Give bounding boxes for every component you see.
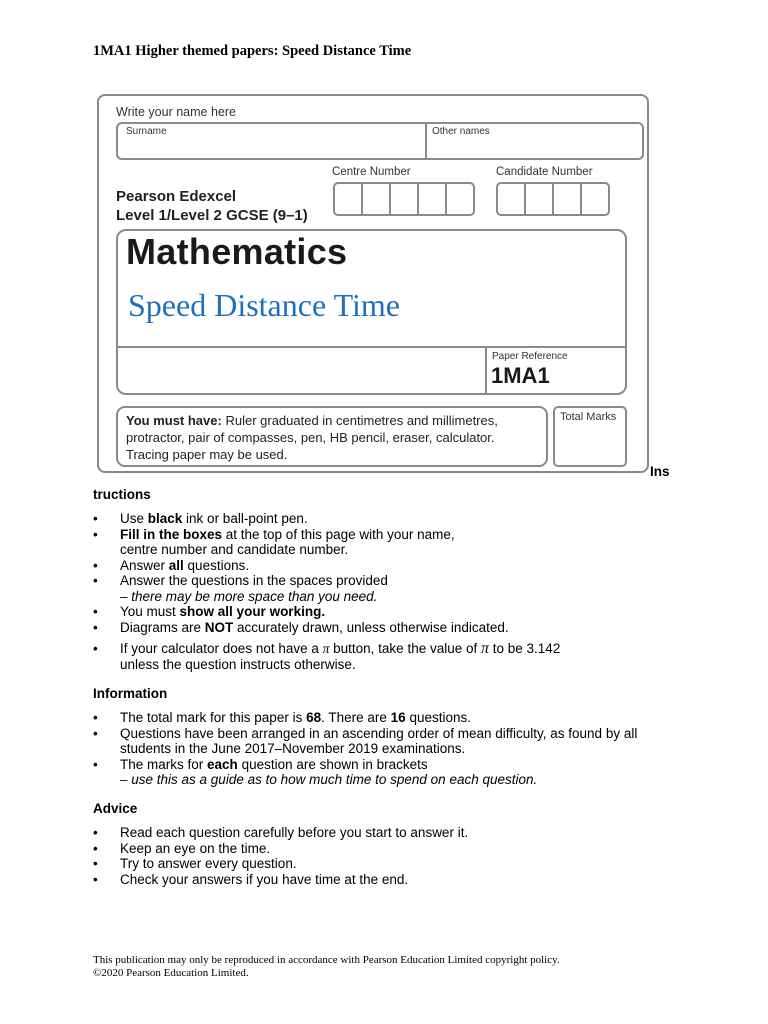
- paper-reference-label: Paper Reference: [492, 351, 568, 362]
- paperref-divider: [485, 346, 487, 393]
- write-name-label: Write your name here: [116, 105, 236, 119]
- list-item: • Use black ink or ball-point pen.: [93, 511, 308, 526]
- list-item: • Answer the questions in the spaces provided – there may be more space than you need.: [93, 573, 388, 604]
- footer-line1: This publication may only be reproduced in accordance with Pearson Education Limited copyright policy.: [93, 954, 560, 966]
- paper-title: Speed Distance Time: [128, 287, 400, 323]
- information-list: [93, 710, 713, 788]
- list-item: • Keep an eye on the time.: [93, 840, 271, 856]
- document-title: 1MA1 Higher themed papers: Speed Distance Time: [93, 43, 412, 59]
- other-names-label: Other names: [432, 126, 490, 137]
- must-have-line3: Tracing paper may be used.: [126, 447, 288, 462]
- subject-title: Mathematics: [126, 231, 348, 272]
- name-divider: [425, 124, 427, 158]
- paper-reference: 1MA1: [491, 363, 550, 388]
- list-item: • Try to answer every question.: [93, 856, 297, 871]
- footer-line2: ©2020 Pearson Education Limited.: [93, 967, 249, 979]
- must-have-line1: Ruler graduated in centimetres and millimetres,: [221, 413, 498, 428]
- list-item: • You must show all your working.: [93, 604, 326, 619]
- must-have-line2: protractor, pair of compasses, pen, HB pencil, eraser, calculator.: [126, 430, 495, 445]
- list-item: • Fill in the boxes at the top of this page with your name, centre number and candidate number.: [93, 526, 455, 557]
- list-item: • The marks for each question are shown in brackets – use this as a guide as to how much time to spend on each question.: [93, 756, 538, 787]
- name-box[interactable]: [116, 122, 644, 160]
- list-item: • The total mark for this paper is 68. There are 16 questions.: [93, 710, 471, 725]
- candidate-number-boxes[interactable]: [496, 182, 610, 216]
- list-item: • If your calculator does not have a π button, take the value of π to be 3.142 unless the question instructs otherwise.: [93, 640, 561, 672]
- advice-list: [93, 825, 713, 887]
- list-item: • Questions have been arranged in an ascending order of mean difficulty, as found by all students in the June 2017–November 2019 examinations.: [93, 725, 638, 756]
- exam-board: [116, 187, 308, 225]
- list-item: • Check your answers if you have time at the end.: [93, 871, 409, 887]
- surname-label: Surname: [126, 126, 167, 137]
- advice-heading: Advice: [93, 801, 138, 816]
- centre-number-boxes[interactable]: [333, 182, 475, 216]
- copyright-footer: [93, 954, 560, 980]
- total-marks-box[interactable]: [553, 406, 627, 467]
- instructions-list: [93, 511, 713, 672]
- information-heading: Information: [93, 686, 168, 701]
- total-marks-label: Total Marks: [560, 411, 617, 423]
- cover-sheet: [97, 94, 649, 473]
- board-name: Pearson Edexcel: [116, 188, 237, 205]
- centre-number-label: Centre Number: [332, 166, 411, 178]
- must-have-label: You must have:: [126, 413, 222, 428]
- list-item: • Diagrams are NOT accurately drawn, unless otherwise indicated.: [93, 619, 509, 635]
- board-level: Level 1/Level 2 GCSE (9–1): [116, 207, 308, 224]
- subject-box: [116, 229, 627, 395]
- instructions-heading-part2: tructions: [93, 487, 151, 502]
- candidate-number-label: Candidate Number: [496, 166, 593, 178]
- instructions-heading-part1: Ins: [650, 464, 670, 479]
- must-have-text: [126, 412, 546, 463]
- list-item: • Read each question carefully before you start to answer it.: [93, 825, 469, 840]
- list-item: • Answer all questions.: [93, 557, 250, 573]
- subject-divider: [118, 346, 625, 348]
- must-have-box: [116, 406, 548, 467]
